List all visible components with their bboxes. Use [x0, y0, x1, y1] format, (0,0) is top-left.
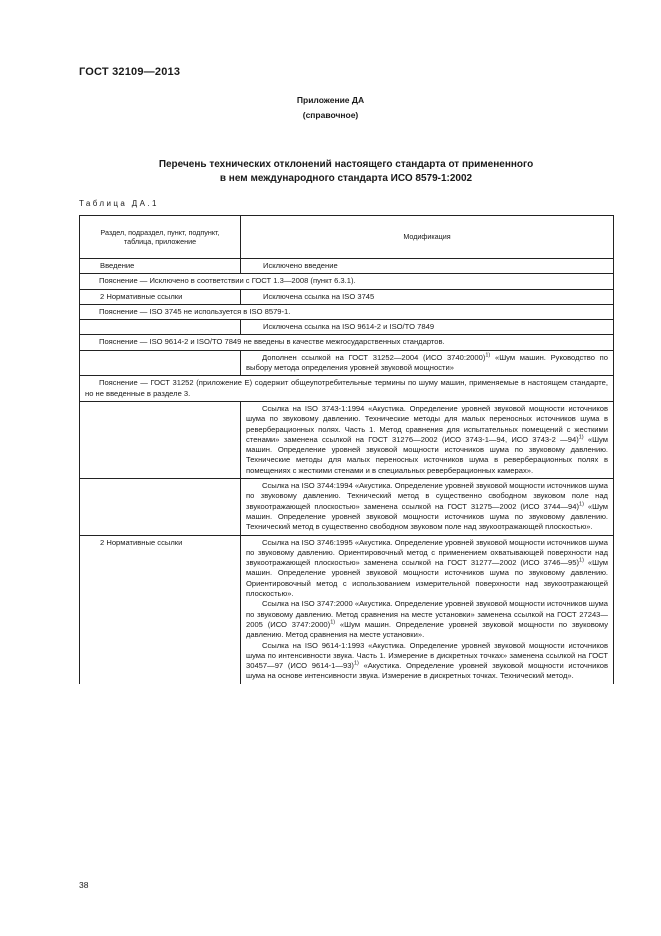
- section-cell: 2 Нормативные ссылки: [80, 535, 241, 684]
- modification-cell: Исключена ссылка на ISO 9614-2 и ISO/TO 7849: [241, 320, 614, 335]
- annex-title: Приложение ДА: [296, 95, 365, 105]
- header-modification: Модификация: [241, 216, 614, 259]
- header-section: Раздел, подраздел, пункт, подпункт, таблица, приложение: [80, 216, 241, 259]
- table-row: [80, 320, 614, 335]
- document-title-line-2: в нем международного стандарта ИСО 8579-1:2002: [219, 173, 473, 184]
- page-number: 38: [79, 880, 89, 890]
- table-header-row: [80, 216, 614, 259]
- note-cell: Пояснение — ISO 3745 не используется в ISO 8579-1.: [80, 304, 614, 319]
- section-cell: [80, 479, 241, 535]
- section-cell: [80, 350, 241, 376]
- section-cell: 2 Нормативные ссылки: [80, 289, 241, 304]
- table-row-note: [80, 335, 614, 350]
- table-row: [80, 535, 614, 684]
- table-row: [80, 479, 614, 535]
- annex-subtitle: (справочное): [302, 110, 359, 120]
- section-cell: Введение: [80, 259, 241, 274]
- modification-cell: Ссылка на ISO 3744:1994 «Акустика. Определение уровней звуковой мощности источников шума по звуковому давлению. Технический метод в существенно свободном звуковом поле над звукоотражающей плоскостью» заменена ссылкой на ГОСТ 31275—2002 (ИСО 3744—94)$^{1)}$ «Шум машин. Определение уровней звуковой мощности источников шума по звуковому давлению. Технический метод в существенно свободном звуковом поле над звукоотражающей плоскостью».: [241, 479, 614, 535]
- deviations-table: [79, 215, 614, 684]
- table-row: [80, 259, 614, 274]
- modification-cell: Исключено введение: [241, 259, 614, 274]
- table-row-note: [80, 376, 614, 402]
- document-code: ГОСТ 32109—2013: [79, 66, 181, 78]
- note-cell: Пояснение — ГОСТ 31252 (приложение Е) содержит общеупотребительные термины по шуму машин, применяемые в настоящем стандарте, но не введенные в разделе 3.: [80, 376, 614, 402]
- table-row: [80, 289, 614, 304]
- modification-cell: Ссылка на ISO 3746:1995 «Акустика. Определение уровней звуковой мощности источников шума по звуковому давлению. Ориентировочный метод с применением охватывающей поверхности над звукоотражающей плоскостью» заменена ссылкой на ГОСТ 31277—2002 (ИСО 3746—95)$^{1)}$ «Шум машин. Определение уровней звуковой мощности источников шума по звуковому давлению. Ориентировочный метод с использованием измерительной поверхности над звукоотражающей плоскостью». Ссылка на ISO 3747:2000 «Акустика. Определение уровней звуковой мощности источников шума по звуковому давлению. Метод сравнения на месте установки» заменена ссылкой на ГОСТ 27243—2005 (ИСО 3747:2000)$^{1)}$ «Шум машин. Определение уровней звуковой мощности по звуковому давлению. Метод сравнения на месте установки». Ссылка на ISO 9614-1:1993 «Акустика. Определение уровней звуковой мощности источников шума по интенсивности звука. Часть 1. Измерение в дискретных точках» заменена ссылкой на ГОСТ 30457—97 (ИСО 9614-1—93)$^{1)}$ «Акустика. Определение уровней звуковой мощности источников шума на основе интенсивности звука. Измерение в дискретных точках. Технический метод».: [241, 535, 614, 684]
- note-cell: Пояснение — Исключено в соответствии с ГОСТ 1.3—2008 (пункт 6.3.1).: [80, 274, 614, 289]
- section-cell: [80, 401, 241, 478]
- modification-cell: Исключена ссылка на ISO 3745: [241, 289, 614, 304]
- section-cell: [80, 320, 241, 335]
- document-title-line-1: Перечень технических отклонений настоящего стандарта от примененного: [158, 159, 534, 170]
- table-row: [80, 401, 614, 478]
- table-row-note: [80, 274, 614, 289]
- table-caption: Таблица ДА.1: [79, 199, 159, 208]
- note-cell: Пояснение — ISO 9614-2 и ISO/TO 7849 не введены в качестве межгосударственных стандартов.: [80, 335, 614, 350]
- modification-cell: Ссылка на ISO 3743-1:1994 «Акустика. Определение уровней звуковой мощности источников шума по звуковому давлению. Технические методы для малых переносных источников шума в реверберационных полях. Часть 1. Метод сравнения для испытательных помещений с жесткими стенами» заменена ссылкой на ГОСТ 31276—2002 (ИСО 3743-1—94, ИСО 3743-2 —94)$^{1)}$ «Шум машин. Определение уровней звуковой мощности источников шума по звуковому давлению. Технические методы для малых переносных источников шума в реверберационных полях в помещениях с жесткими стенами и в специальных реверберационных камерах».: [241, 401, 614, 478]
- modification-cell: Дополнен ссылкой на ГОСТ 31252—2004 (ИСО 3740:2000)$^{1)}$ «Шум машин. Руководство по выбору метода определения уровней звуковой мощности»: [241, 350, 614, 376]
- table-row-note: [80, 304, 614, 319]
- table-row: [80, 350, 614, 376]
